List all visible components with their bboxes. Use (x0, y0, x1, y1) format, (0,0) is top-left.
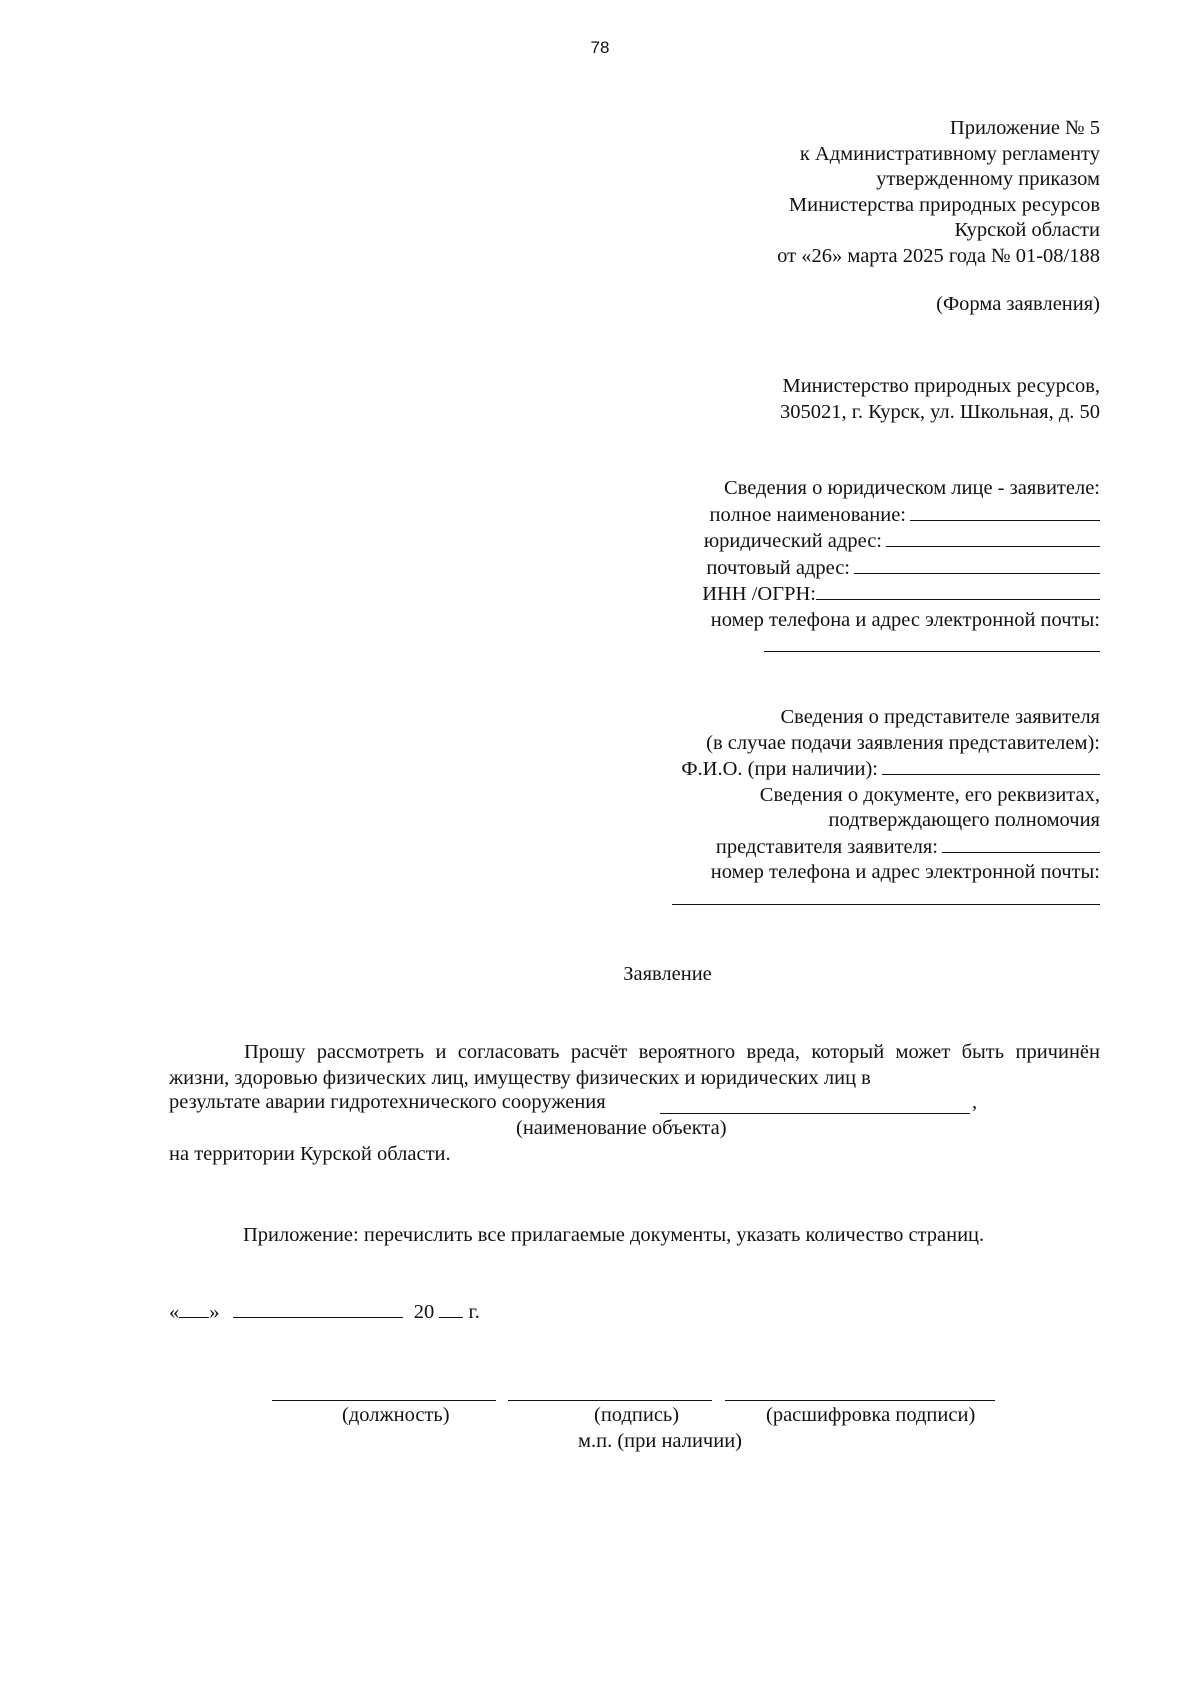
header-line: утвержденному приказом (876, 168, 1100, 190)
legal-address-field[interactable] (886, 528, 1100, 547)
territory-line: на территории Курской области. (169, 1143, 451, 1165)
fio-row (672, 756, 1100, 783)
object-name-hint: (наименование объекта) (516, 1117, 727, 1139)
decoding-label: (расшифровка подписи) (766, 1404, 976, 1426)
addressee-block (780, 374, 1100, 425)
applicant-contacts-field[interactable] (764, 633, 1100, 652)
addressee-name: Министерство природных ресурсов, (782, 375, 1100, 397)
applicant-contacts-label: номер телефона и адрес электронной почты: (710, 608, 1100, 631)
representative-contacts-field[interactable] (672, 886, 1100, 905)
inn-ogrn-row (702, 581, 1100, 608)
day-field[interactable] (179, 1299, 209, 1318)
inn-ogrn-field[interactable] (816, 581, 1100, 600)
fio-field[interactable] (882, 756, 1100, 775)
header-line: Курской области (954, 219, 1100, 241)
applicant-block (702, 476, 1100, 660)
full-name-row (702, 502, 1100, 529)
page-number: 78 (590, 38, 610, 57)
appendix-header (777, 116, 1100, 269)
legal-address-row (702, 528, 1100, 555)
statement-line-3 (169, 1091, 606, 1114)
form-label: (Форма заявления) (936, 293, 1100, 315)
year-suffix: г. (468, 1301, 480, 1323)
decoding-line[interactable] (725, 1398, 995, 1401)
postal-address-field[interactable] (854, 555, 1100, 574)
representative-subheading: (в случае подачи заявления представителем): (706, 731, 1100, 754)
trailing-comma: , (972, 1091, 978, 1113)
postal-address-row (702, 555, 1100, 582)
legal-address-label: юридический адрес: (703, 530, 882, 552)
signature-label: (подпись) (594, 1404, 680, 1426)
doc-info-line: подтверждающего полномочия (828, 809, 1100, 831)
year-prefix: 20 (413, 1301, 435, 1323)
doc-info-line: Сведения о документе, его реквизитах, (759, 783, 1100, 806)
seal-label: м.п. (при наличии) (578, 1430, 742, 1452)
addressee-address: 305021, г. Курск, ул. Школьная, д. 50 (780, 400, 1100, 423)
header-line: от «26» марта 2025 года № 01-08/188 (777, 244, 1100, 267)
position-label: (должность) (342, 1404, 450, 1426)
applicant-contacts-row (702, 633, 1100, 660)
close-quote: » (209, 1301, 220, 1323)
statement-line-3-text: результате аварии гидротехнического сооружения (169, 1091, 606, 1113)
header-line: к Административному регламенту (799, 142, 1100, 165)
full-name-label: полное наименование: (709, 503, 906, 526)
statement-title: Заявление (623, 963, 712, 985)
inn-ogrn-label: ИНН /ОГРН: (702, 583, 816, 605)
header-line: Министерства природных ресурсов (788, 193, 1100, 216)
representative-contacts-row (672, 886, 1100, 913)
attachment-line: Приложение: перечислить все прилагаемые документы, указать количество страниц. (243, 1224, 985, 1246)
authority-row (672, 834, 1100, 861)
authority-label: представителя заявителя: (715, 835, 938, 858)
full-name-field[interactable] (910, 502, 1100, 521)
representative-block (672, 705, 1100, 912)
header-line: Приложение № 5 (949, 117, 1100, 139)
postal-address-label: почтовый адрес: (706, 556, 850, 579)
position-line[interactable] (272, 1398, 496, 1401)
applicant-heading: Сведения о юридическом лице - заявителе: (724, 477, 1100, 499)
authority-field[interactable] (942, 834, 1100, 853)
date-line (169, 1299, 480, 1324)
representative-heading: Сведения о представителе заявителя (780, 706, 1100, 728)
signature-line[interactable] (508, 1398, 712, 1401)
open-quote: « (169, 1301, 180, 1323)
year-field[interactable] (439, 1299, 463, 1318)
fio-label: Ф.И.О. (при наличии): (681, 758, 878, 780)
statement-paragraph: Прошу рассмотреть и согласовать расчёт вероятного вреда, который может быть причинён жизни, здоровью физических лиц, имуществу физических и юридических лиц в (169, 1041, 1100, 1089)
object-name-field[interactable] (660, 1091, 970, 1114)
month-field[interactable] (233, 1299, 403, 1318)
representative-contacts-label: номер телефона и адрес электронной почты: (710, 861, 1100, 883)
